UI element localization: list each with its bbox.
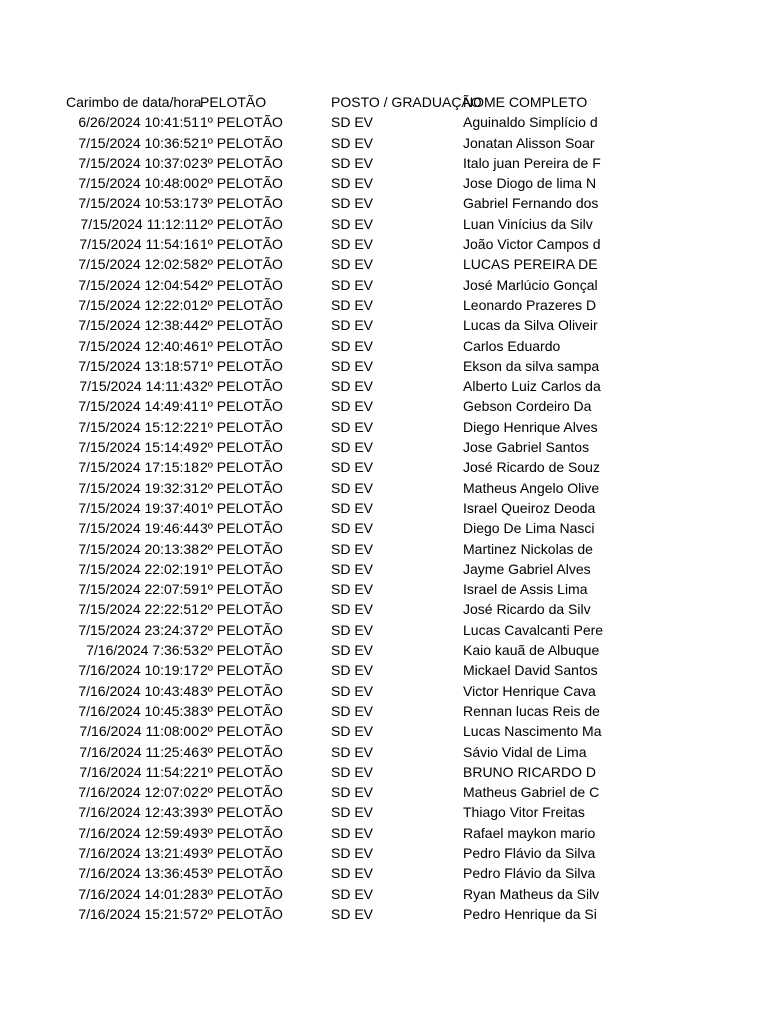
cell-nome-completo: Israel de Assis Lima: [463, 581, 588, 598]
cell-timestamp: 7/16/2024 14:01:28: [78, 885, 199, 902]
table-row: [66, 884, 600, 904]
cell-timestamp: 7/16/2024 15:21:57: [78, 905, 199, 922]
cell-posto-graduacao: SD EV: [331, 581, 374, 598]
cell-nome-completo: Jonatan Alisson Soar: [463, 134, 595, 151]
cell-nome-completo: Carlos Eduardo: [463, 337, 561, 354]
cell-timestamp: 7/15/2024 15:12:22: [78, 418, 199, 435]
cell-pelotao: 1º PELOTÃO: [200, 581, 283, 598]
header-timestamp: Carimbo de data/hora: [66, 94, 202, 110]
header-pelotao: PELOTÃO: [200, 94, 267, 110]
cell-timestamp: 7/16/2024 12:59:49: [78, 824, 199, 841]
table-row: [66, 376, 601, 396]
cell-timestamp: 7/15/2024 14:49:41: [78, 398, 199, 415]
table-row: [66, 315, 596, 335]
cell-timestamp: 7/15/2024 17:15:18: [78, 459, 199, 476]
table-row: [66, 721, 602, 741]
cell-posto-graduacao: SD EV: [331, 337, 374, 354]
cell-timestamp: 7/15/2024 10:37:02: [78, 154, 199, 171]
cell-nome-completo: Jose Gabriel Santos: [463, 439, 590, 456]
cell-nome-completo: Lucas Cavalcanti Pere: [463, 621, 604, 638]
cell-timestamp: 7/15/2024 11:12:11: [80, 215, 199, 232]
cell-nome-completo: Ekson da silva sampa: [463, 357, 600, 374]
cell-nome-completo: Gabriel Fernando dos: [463, 195, 599, 212]
cell-pelotao: 3º PELOTÃO: [200, 804, 283, 821]
cell-pelotao: 2º PELOTÃO: [200, 905, 283, 922]
cell-nome-completo: Alberto Luiz Carlos da: [463, 378, 601, 395]
cell-posto-graduacao: SD EV: [331, 114, 374, 131]
cell-pelotao: 3º PELOTÃO: [200, 682, 283, 699]
cell-timestamp: 7/16/2024 11:25:46: [79, 743, 199, 760]
cell-posto-graduacao: SD EV: [331, 439, 374, 456]
cell-nome-completo: Lucas da Silva Oliveir: [463, 317, 598, 334]
table-row: [66, 823, 596, 843]
table-row: [66, 437, 596, 457]
table-row: [66, 457, 600, 477]
cell-nome-completo: Jose Diogo de lima N: [463, 175, 597, 192]
cell-timestamp: 7/15/2024 15:14:49: [78, 439, 199, 456]
table-row: [66, 133, 596, 153]
table-row: [66, 417, 596, 437]
cell-posto-graduacao: SD EV: [331, 256, 374, 273]
cell-posto-graduacao: SD EV: [331, 296, 374, 313]
cell-pelotao: 2º PELOTÃO: [200, 479, 283, 496]
table-row: [66, 640, 600, 660]
table-row: [66, 396, 596, 416]
cell-pelotao: 2º PELOTÃO: [200, 378, 283, 395]
cell-posto-graduacao: SD EV: [331, 621, 374, 638]
cell-pelotao: 3º PELOTÃO: [200, 702, 283, 719]
cell-pelotao: 3º PELOTÃO: [200, 824, 283, 841]
cell-posto-graduacao: SD EV: [331, 479, 374, 496]
cell-posto-graduacao: SD EV: [331, 723, 374, 740]
cell-pelotao: 1º PELOTÃO: [200, 114, 283, 131]
cell-pelotao: 1º PELOTÃO: [200, 357, 283, 374]
cell-posto-graduacao: SD EV: [331, 560, 374, 577]
table-row: [66, 620, 604, 640]
cell-posto-graduacao: SD EV: [331, 459, 374, 476]
cell-timestamp: 7/15/2024 10:36:52: [78, 134, 199, 151]
cell-posto-graduacao: SD EV: [331, 520, 374, 537]
cell-nome-completo: José Ricardo de Souz: [463, 459, 600, 476]
cell-posto-graduacao: SD EV: [331, 763, 374, 780]
cell-pelotao: 3º PELOTÃO: [200, 743, 283, 760]
table-row: [66, 863, 596, 883]
cell-posto-graduacao: SD EV: [331, 276, 374, 293]
cell-pelotao: 2º PELOTÃO: [200, 540, 283, 557]
table-row: [66, 336, 596, 356]
cell-nome-completo: Sávio Vidal de Lima: [463, 743, 587, 760]
cell-nome-completo: Aguinaldo Simplício d: [463, 114, 598, 131]
cell-timestamp: 7/16/2024 10:19:17: [78, 662, 199, 679]
cell-posto-graduacao: SD EV: [331, 905, 374, 922]
cell-pelotao: 3º PELOTÃO: [200, 195, 283, 212]
cell-timestamp: 7/15/2024 12:40:46: [78, 337, 199, 354]
cell-nome-completo: Israel Queiroz Deoda: [463, 499, 596, 516]
cell-pelotao: 1º PELOTÃO: [200, 499, 283, 516]
cell-posto-graduacao: SD EV: [331, 702, 374, 719]
table-row: [66, 701, 600, 721]
cell-timestamp: 7/15/2024 19:32:31: [78, 479, 199, 496]
table-row: [66, 518, 596, 538]
cell-posto-graduacao: SD EV: [331, 154, 374, 171]
cell-pelotao: 1º PELOTÃO: [200, 763, 283, 780]
cell-nome-completo: LUCAS PEREIRA DE: [463, 256, 598, 273]
header-posto-graduacao: POSTO / GRADUAÇÃO: [331, 94, 482, 110]
cell-posto-graduacao: SD EV: [331, 215, 374, 232]
cell-posto-graduacao: SD EV: [331, 601, 374, 618]
table-row: [66, 173, 596, 193]
cell-timestamp: 6/26/2024 10:41:51: [78, 114, 199, 131]
cell-nome-completo: Pedro Flávio da Silva: [463, 865, 596, 882]
cell-timestamp: 7/16/2024 11:08:00: [79, 723, 199, 740]
cell-timestamp: 7/15/2024 12:04:54: [78, 276, 199, 293]
cell-nome-completo: Pedro Flávio da Silva: [463, 844, 596, 861]
cell-posto-graduacao: SD EV: [331, 195, 374, 212]
cell-nome-completo: Diego Henrique Alves: [463, 418, 598, 435]
cell-timestamp: 7/15/2024 14:11:43: [79, 378, 199, 395]
cell-pelotao: 2º PELOTÃO: [200, 296, 283, 313]
cell-pelotao: 2º PELOTÃO: [200, 784, 283, 801]
header-nome-completo: NOME COMPLETO: [463, 94, 588, 110]
cell-nome-completo: João Victor Campos d: [463, 236, 601, 253]
table-row: [66, 742, 596, 762]
table-row: [66, 153, 601, 173]
cell-posto-graduacao: SD EV: [331, 844, 374, 861]
table-row: [66, 478, 600, 498]
cell-timestamp: 7/15/2024 10:53:17: [78, 195, 199, 212]
table-row: [66, 112, 596, 132]
cell-pelotao: 1º PELOTÃO: [200, 418, 283, 435]
cell-timestamp: 7/15/2024 22:02:19: [78, 560, 199, 577]
table-row: [66, 599, 596, 619]
cell-nome-completo: Martinez Nickolas de: [463, 540, 593, 557]
cell-timestamp: 7/15/2024 11:54:16: [79, 236, 199, 253]
cell-nome-completo: Lucas Nascimento Ma: [463, 723, 602, 740]
cell-posto-graduacao: SD EV: [331, 357, 374, 374]
cell-nome-completo: José Ricardo da Silv: [463, 601, 591, 618]
cell-posto-graduacao: SD EV: [331, 743, 374, 760]
cell-timestamp: 7/15/2024 10:48:00: [78, 175, 199, 192]
cell-nome-completo: Gebson Cordeiro Da: [463, 398, 592, 415]
spreadsheet-page: [66, 92, 604, 924]
table-row: [66, 660, 596, 680]
cell-timestamp: 7/15/2024 23:24:37: [78, 621, 199, 638]
cell-pelotao: 1º PELOTÃO: [200, 337, 283, 354]
cell-timestamp: 7/16/2024 11:54:22: [79, 763, 199, 780]
cell-posto-graduacao: SD EV: [331, 540, 374, 557]
cell-posto-graduacao: SD EV: [331, 398, 374, 415]
cell-nome-completo: Rennan lucas Reis de: [463, 702, 600, 719]
cell-pelotao: 1º PELOTÃO: [200, 560, 283, 577]
cell-timestamp: 7/16/2024 10:43:48: [78, 682, 199, 699]
cell-nome-completo: José Marlúcio Gonçal: [463, 276, 598, 293]
cell-nome-completo: Luan Vinícius da Silv: [463, 215, 593, 232]
cell-posto-graduacao: SD EV: [331, 804, 374, 821]
table-row: [66, 234, 601, 254]
header-row: [66, 92, 596, 112]
cell-posto-graduacao: SD EV: [331, 642, 374, 659]
cell-pelotao: 2º PELOTÃO: [200, 723, 283, 740]
cell-pelotao: 2º PELOTÃO: [200, 459, 283, 476]
cell-pelotao: 2º PELOTÃO: [200, 642, 283, 659]
cell-nome-completo: Diego De Lima Nasci: [463, 520, 595, 537]
cell-pelotao: 2º PELOTÃO: [200, 256, 283, 273]
cell-timestamp: 7/15/2024 20:13:38: [78, 540, 199, 557]
cell-pelotao: 3º PELOTÃO: [200, 885, 283, 902]
cell-timestamp: 7/15/2024 22:07:59: [78, 581, 199, 598]
cell-posto-graduacao: SD EV: [331, 662, 374, 679]
table-row: [66, 559, 596, 579]
cell-pelotao: 2º PELOTÃO: [200, 601, 283, 618]
cell-posto-graduacao: SD EV: [331, 824, 374, 841]
cell-timestamp: 7/15/2024 12:02:58: [78, 256, 199, 273]
cell-posto-graduacao: SD EV: [331, 865, 374, 882]
cell-pelotao: 1º PELOTÃO: [200, 398, 283, 415]
table-row: [66, 498, 596, 518]
cell-pelotao: 1º PELOTÃO: [200, 236, 283, 253]
cell-pelotao: 1º PELOTÃO: [200, 134, 283, 151]
cell-timestamp: 7/16/2024 13:21:49: [78, 844, 199, 861]
cell-nome-completo: Ryan Matheus da Silv: [463, 885, 600, 902]
table-row: [66, 762, 596, 782]
cell-nome-completo: Jayme Gabriel Alves: [463, 560, 591, 577]
cell-nome-completo: Matheus Angelo Olive: [463, 479, 600, 496]
cell-posto-graduacao: SD EV: [331, 682, 374, 699]
cell-posto-graduacao: SD EV: [331, 499, 374, 516]
cell-posto-graduacao: SD EV: [331, 134, 374, 151]
table-row: [66, 904, 596, 924]
table-row: [66, 681, 596, 701]
cell-pelotao: 2º PELOTÃO: [200, 215, 283, 232]
cell-pelotao: 3º PELOTÃO: [200, 154, 283, 171]
cell-nome-completo: Thiago Vitor Freitas: [463, 804, 585, 821]
cell-timestamp: 7/15/2024 12:22:01: [78, 296, 199, 313]
table-row: [66, 843, 596, 863]
table-body: [66, 112, 604, 924]
cell-pelotao: 2º PELOTÃO: [200, 439, 283, 456]
cell-nome-completo: Victor Henrique Cava: [463, 682, 596, 699]
table-row: [66, 356, 600, 376]
table-row: [66, 214, 596, 234]
cell-posto-graduacao: SD EV: [331, 885, 374, 902]
cell-pelotao: 2º PELOTÃO: [200, 276, 283, 293]
cell-timestamp: 7/15/2024 12:38:44: [78, 317, 199, 334]
cell-timestamp: 7/16/2024 10:45:38: [78, 702, 199, 719]
cell-timestamp: 7/16/2024 7:36:53: [86, 642, 199, 659]
cell-nome-completo: Italo juan Pereira de F: [463, 154, 601, 171]
cell-timestamp: 7/16/2024 13:36:45: [78, 865, 199, 882]
cell-timestamp: 7/15/2024 22:22:51: [78, 601, 199, 618]
table-row: [66, 275, 596, 295]
cell-nome-completo: Matheus Gabriel de C: [463, 784, 600, 801]
cell-nome-completo: Mickael David Santos: [463, 662, 598, 679]
cell-posto-graduacao: SD EV: [331, 418, 374, 435]
table-row: [66, 802, 596, 822]
cell-posto-graduacao: SD EV: [331, 784, 374, 801]
cell-timestamp: 7/16/2024 12:07:02: [78, 784, 199, 801]
table-row: [66, 782, 600, 802]
cell-posto-graduacao: SD EV: [331, 175, 374, 192]
table-row: [66, 193, 599, 213]
cell-nome-completo: BRUNO RICARDO D: [463, 763, 597, 780]
cell-pelotao: 3º PELOTÃO: [200, 520, 283, 537]
cell-posto-graduacao: SD EV: [331, 317, 374, 334]
cell-posto-graduacao: SD EV: [331, 378, 374, 395]
cell-pelotao: 3º PELOTÃO: [200, 844, 283, 861]
cell-pelotao: 3º PELOTÃO: [200, 865, 283, 882]
table-row: [66, 539, 596, 559]
table-row: [66, 579, 596, 599]
cell-timestamp: 7/15/2024 19:46:44: [78, 520, 199, 537]
cell-posto-graduacao: SD EV: [331, 236, 374, 253]
cell-nome-completo: Kaio kauã de Albuque: [463, 642, 600, 659]
cell-timestamp: 7/15/2024 13:18:57: [78, 357, 199, 374]
table-row: [66, 295, 596, 315]
table-row: [66, 254, 596, 274]
cell-pelotao: 2º PELOTÃO: [200, 662, 283, 679]
cell-timestamp: 7/16/2024 12:43:39: [78, 804, 199, 821]
cell-nome-completo: Rafael maykon mario: [463, 824, 596, 841]
cell-pelotao: 2º PELOTÃO: [200, 317, 283, 334]
cell-nome-completo: Pedro Henrique da Si: [463, 905, 597, 922]
cell-pelotao: 2º PELOTÃO: [200, 621, 283, 638]
cell-pelotao: 2º PELOTÃO: [200, 175, 283, 192]
cell-timestamp: 7/15/2024 19:37:40: [78, 499, 199, 516]
cell-nome-completo: Leonardo Prazeres D: [463, 296, 597, 313]
